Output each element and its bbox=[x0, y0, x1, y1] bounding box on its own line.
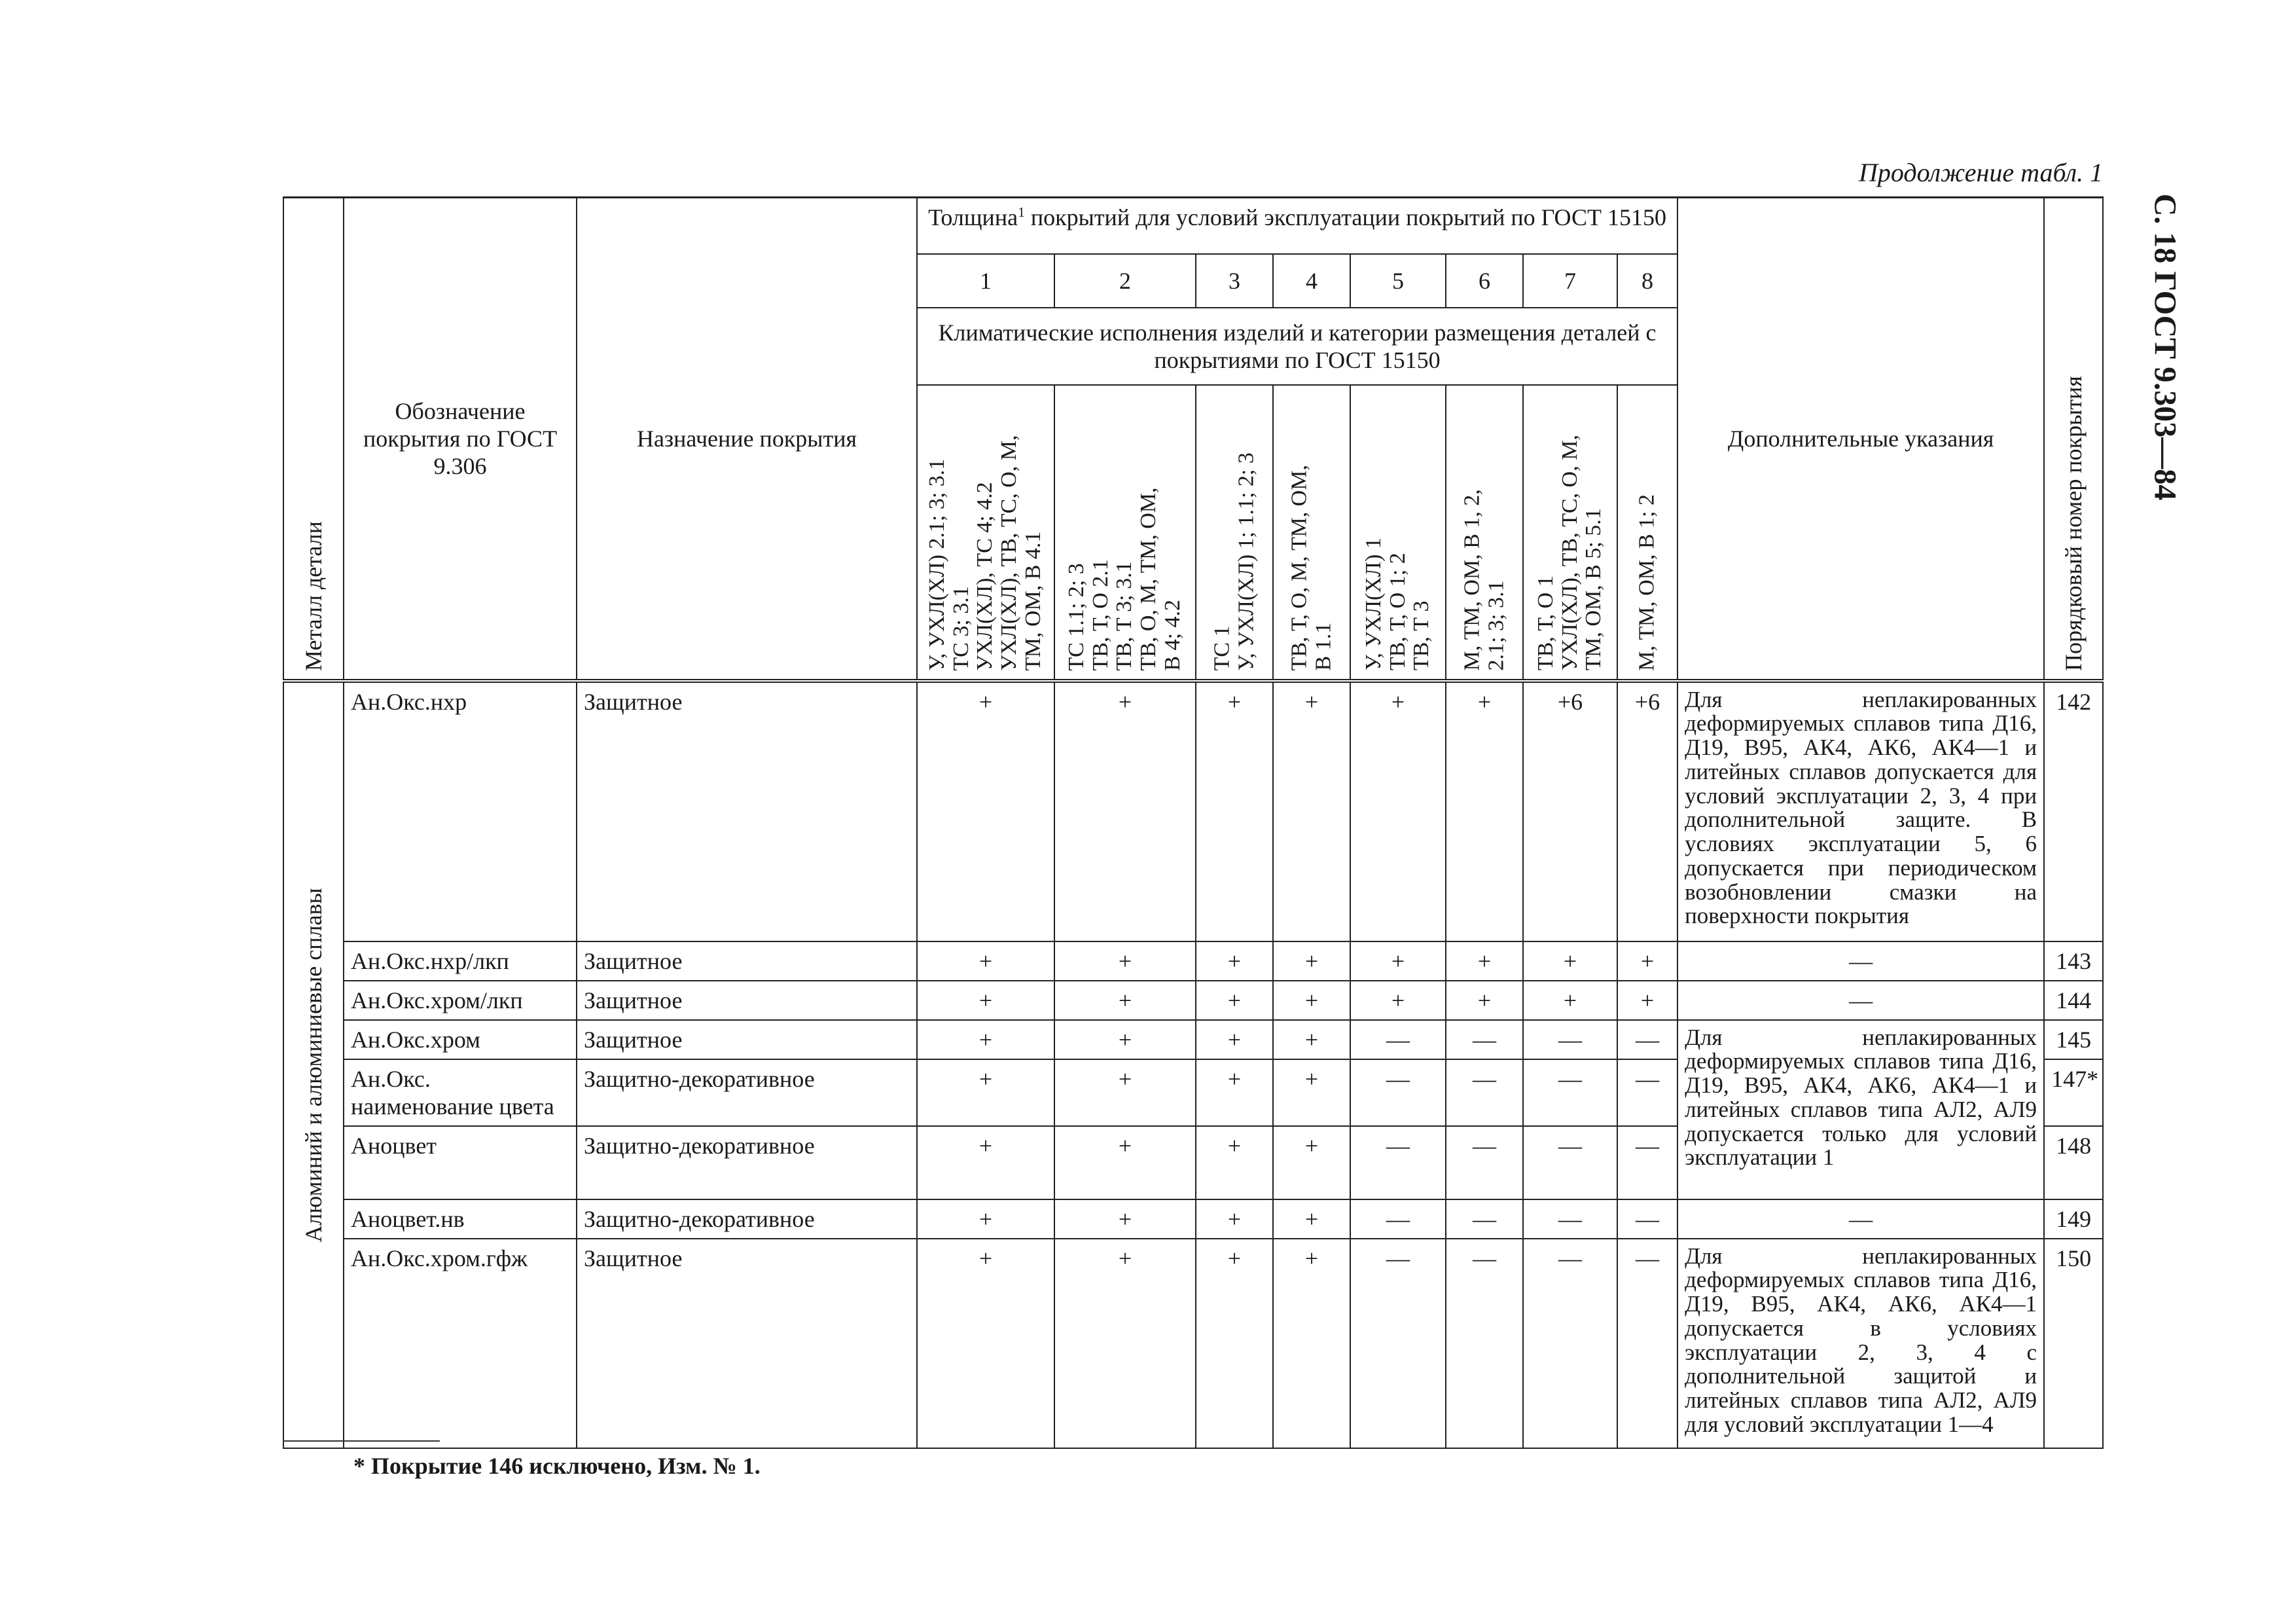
value-cell: + bbox=[1196, 1059, 1273, 1126]
value-cell: + bbox=[917, 941, 1054, 981]
climate-col-5: У, УХЛ(ХЛ) 1 ТВ, Т, О 1; 2 ТВ, Т 3 bbox=[1350, 385, 1446, 681]
value-cell: — bbox=[1523, 1199, 1617, 1239]
value-cell: +6 bbox=[1523, 681, 1617, 941]
value-cell: + bbox=[917, 681, 1054, 941]
value-cell: + bbox=[1350, 941, 1446, 981]
value-cell: +6 bbox=[1617, 681, 1677, 941]
designation-cell: Аноцвет bbox=[344, 1126, 577, 1199]
value-cell: + bbox=[1054, 1239, 1196, 1448]
value-cell: + bbox=[1054, 1020, 1196, 1059]
number-cell: 143 bbox=[2044, 941, 2103, 981]
value-cell: + bbox=[1054, 681, 1196, 941]
note-cell: — bbox=[1677, 1199, 2044, 1239]
value-cell: — bbox=[1617, 1059, 1677, 1126]
table-row bbox=[283, 1020, 2103, 1059]
value-cell: + bbox=[1054, 1126, 1196, 1199]
metal-group: Алюминий и алюминиевые сплавы bbox=[283, 681, 344, 1448]
note-cell: — bbox=[1677, 941, 2044, 981]
climate-col-8: М, ТМ, ОМ, В 1; 2 bbox=[1617, 385, 1677, 681]
purpose-cell: Защитно-декоративное bbox=[577, 1126, 917, 1199]
value-cell: — bbox=[1446, 1239, 1523, 1448]
climate-col-4: ТВ, Т, О, М, ТМ, ОМ, В 1.1 bbox=[1273, 385, 1350, 681]
value-cell: + bbox=[1446, 941, 1523, 981]
condition-5: 5 bbox=[1350, 254, 1446, 308]
condition-6: 6 bbox=[1446, 254, 1523, 308]
running-title-text: С. 18 ГОСТ 9.303—84 bbox=[2147, 193, 2183, 501]
value-cell: — bbox=[1350, 1059, 1446, 1126]
purpose-cell: Защитно-декоративное bbox=[577, 1059, 917, 1126]
table-row bbox=[283, 1199, 2103, 1239]
value-cell: — bbox=[1446, 1020, 1523, 1059]
value-cell: + bbox=[1196, 1199, 1273, 1239]
value-cell: + bbox=[1273, 941, 1350, 981]
value-cell: + bbox=[1196, 681, 1273, 941]
purpose-cell: Защитное bbox=[577, 1020, 917, 1059]
value-cell: — bbox=[1617, 1126, 1677, 1199]
header-thickness: Толщина$^1$ покрытий для условий эксплуатации покрытий по ГОСТ 15150 bbox=[917, 198, 1677, 254]
header-metal: Металл детали bbox=[283, 198, 344, 681]
number-cell: 149 bbox=[2044, 1199, 2103, 1239]
number-cell: 150 bbox=[2044, 1239, 2103, 1448]
value-cell: — bbox=[1446, 1126, 1523, 1199]
designation-cell: Ан.Окс. наименование цвета bbox=[344, 1059, 577, 1126]
value-cell: + bbox=[917, 981, 1054, 1020]
header-designation: Обозначение покрытия по ГОСТ 9.306 bbox=[344, 198, 577, 681]
header-climate: Климатические исполнения изделий и категории размещения деталей с покрытиями по ГОСТ 15150 bbox=[917, 308, 1677, 385]
value-cell: + bbox=[1054, 941, 1196, 981]
value-cell: — bbox=[1617, 1020, 1677, 1059]
value-cell: + bbox=[917, 1126, 1054, 1199]
value-cell: — bbox=[1617, 1199, 1677, 1239]
condition-3: 3 bbox=[1196, 254, 1273, 308]
designation-cell: Ан.Окс.нхр/лкп bbox=[344, 941, 577, 981]
value-cell: — bbox=[1350, 1020, 1446, 1059]
value-cell: + bbox=[1273, 681, 1350, 941]
designation-cell: Аноцвет.нв bbox=[344, 1199, 577, 1239]
table-row bbox=[283, 981, 2103, 1020]
designation-cell: Ан.Окс.хром bbox=[344, 1020, 577, 1059]
purpose-cell: Защитное bbox=[577, 981, 917, 1020]
header-purpose: Назначение покрытия bbox=[577, 198, 917, 681]
value-cell: — bbox=[1446, 1199, 1523, 1239]
value-cell: + bbox=[1446, 681, 1523, 941]
value-cell: — bbox=[1446, 1059, 1523, 1126]
continuation-label: Продолжение табл. 1 bbox=[1859, 158, 2104, 187]
value-cell: + bbox=[1273, 1126, 1350, 1199]
condition-2: 2 bbox=[1054, 254, 1196, 308]
value-cell: + bbox=[1196, 1239, 1273, 1448]
value-cell: + bbox=[1273, 1199, 1350, 1239]
value-cell: + bbox=[1617, 981, 1677, 1020]
value-cell: — bbox=[1350, 1126, 1446, 1199]
note-cell: — bbox=[1677, 981, 2044, 1020]
climate-col-3: ТС 1 У, УХЛ(ХЛ) 1; 1.1; 2; 3 bbox=[1196, 385, 1273, 681]
header-additional: Дополнительные указания bbox=[1677, 198, 2044, 681]
value-cell: + bbox=[1523, 941, 1617, 981]
designation-cell: Ан.Окс.хром/лкп bbox=[344, 981, 577, 1020]
value-cell: + bbox=[1196, 941, 1273, 981]
condition-8: 8 bbox=[1617, 254, 1677, 308]
value-cell: — bbox=[1350, 1199, 1446, 1239]
number-cell: 142 bbox=[2044, 681, 2103, 941]
purpose-cell: Защитное bbox=[577, 1239, 917, 1448]
condition-4: 4 bbox=[1273, 254, 1350, 308]
value-cell: + bbox=[917, 1020, 1054, 1059]
number-cell: 144 bbox=[2044, 981, 2103, 1020]
value-cell: — bbox=[1350, 1239, 1446, 1448]
footnote-divider bbox=[283, 1440, 440, 1442]
value-cell: + bbox=[1273, 1059, 1350, 1126]
value-cell: + bbox=[1273, 1020, 1350, 1059]
value-cell: + bbox=[917, 1059, 1054, 1126]
climate-col-2: ТС 1.1; 2; 3 ТВ, Т, О 2.1 ТВ, Т 3; 3.1 ТВ, О, М, ТМ, ОМ, В 4; 4.2 bbox=[1054, 385, 1196, 681]
number-cell: 145 bbox=[2044, 1020, 2103, 1059]
number-cell: 147* bbox=[2044, 1059, 2103, 1126]
value-cell: + bbox=[1350, 681, 1446, 941]
value-cell: — bbox=[1523, 1059, 1617, 1126]
value-cell: + bbox=[1196, 1126, 1273, 1199]
value-cell: + bbox=[917, 1239, 1054, 1448]
value-cell: + bbox=[1523, 981, 1617, 1020]
table-row bbox=[283, 941, 2103, 981]
value-cell: + bbox=[1054, 1059, 1196, 1126]
value-cell: — bbox=[1523, 1126, 1617, 1199]
coatings-table bbox=[283, 196, 2104, 1449]
value-cell: + bbox=[917, 1199, 1054, 1239]
value-cell: + bbox=[1446, 981, 1523, 1020]
purpose-cell: Защитное bbox=[577, 941, 917, 981]
running-title bbox=[2145, 193, 2185, 501]
condition-1: 1 bbox=[917, 254, 1054, 308]
note-cell: Для неплакированных деформируемых сплавов типа Д16, Д19, В95, АК4, АК6, АК4—1 и литейных сплавов допускается для условий эксплуатации 2, 3, 4 при дополнительной защите. В условиях эксплуатации 5, 6 допускается при периодическом возобновлении смазки на поверхности покрытия bbox=[1677, 681, 2044, 941]
number-cell: 148 bbox=[2044, 1126, 2103, 1199]
value-cell: — bbox=[1523, 1020, 1617, 1059]
note-cell-merged: Для неплакированных деформируемых сплавов типа Д16, Д19, В95, АК4, АК6, АК4—1 и литейных сплавов типа АЛ2, АЛ9 допускается только для условий эксплуатации 1 bbox=[1677, 1020, 2044, 1199]
value-cell: + bbox=[1054, 981, 1196, 1020]
value-cell: + bbox=[1350, 981, 1446, 1020]
header-order-no: Порядковый номер покрытия bbox=[2044, 198, 2103, 681]
value-cell: + bbox=[1617, 941, 1677, 981]
purpose-cell: Защитно-декоративное bbox=[577, 1199, 917, 1239]
table-row bbox=[283, 1239, 2103, 1448]
footnote: * Покрытие 146 исключено, Изм. № 1. bbox=[353, 1453, 761, 1479]
value-cell: + bbox=[1273, 1239, 1350, 1448]
value-cell: — bbox=[1617, 1239, 1677, 1448]
purpose-cell: Защитное bbox=[577, 681, 917, 941]
climate-col-1: У, УХЛ(ХЛ) 2.1; 3; 3.1 ТС 3; 3.1 УХЛ(ХЛ), ТС 4; 4.2 УХЛ(ХЛ), ТВ, ТС, О, М, ТМ, ОМ, В 4.1 bbox=[917, 385, 1054, 681]
condition-7: 7 bbox=[1523, 254, 1617, 308]
value-cell: — bbox=[1523, 1239, 1617, 1448]
value-cell: + bbox=[1196, 981, 1273, 1020]
note-cell: Для неплакированных деформируемых сплавов типа Д16, Д19, В95, АК4, АК6, АК4—1 допускается в условиях эксплуатации 2, 3, 4 с дополнительной защитой и литейных сплавов типа АЛ2, АЛ9 для условий эксплуатации 1—4 bbox=[1677, 1239, 2044, 1448]
value-cell: + bbox=[1273, 981, 1350, 1020]
value-cell: + bbox=[1196, 1020, 1273, 1059]
designation-cell: Ан.Окс.нхр bbox=[344, 681, 577, 941]
climate-col-7: ТВ, Т, О 1 УХЛ(ХЛ), ТВ, ТС, О, М, ТМ, ОМ, В 5; 5.1 bbox=[1523, 385, 1617, 681]
designation-cell: Ан.Окс.хром.гфж bbox=[344, 1239, 577, 1448]
value-cell: + bbox=[1054, 1199, 1196, 1239]
climate-col-6: М, ТМ, ОМ, В 1, 2, 2.1; 3; 3.1 bbox=[1446, 385, 1523, 681]
table-row bbox=[283, 681, 2103, 941]
